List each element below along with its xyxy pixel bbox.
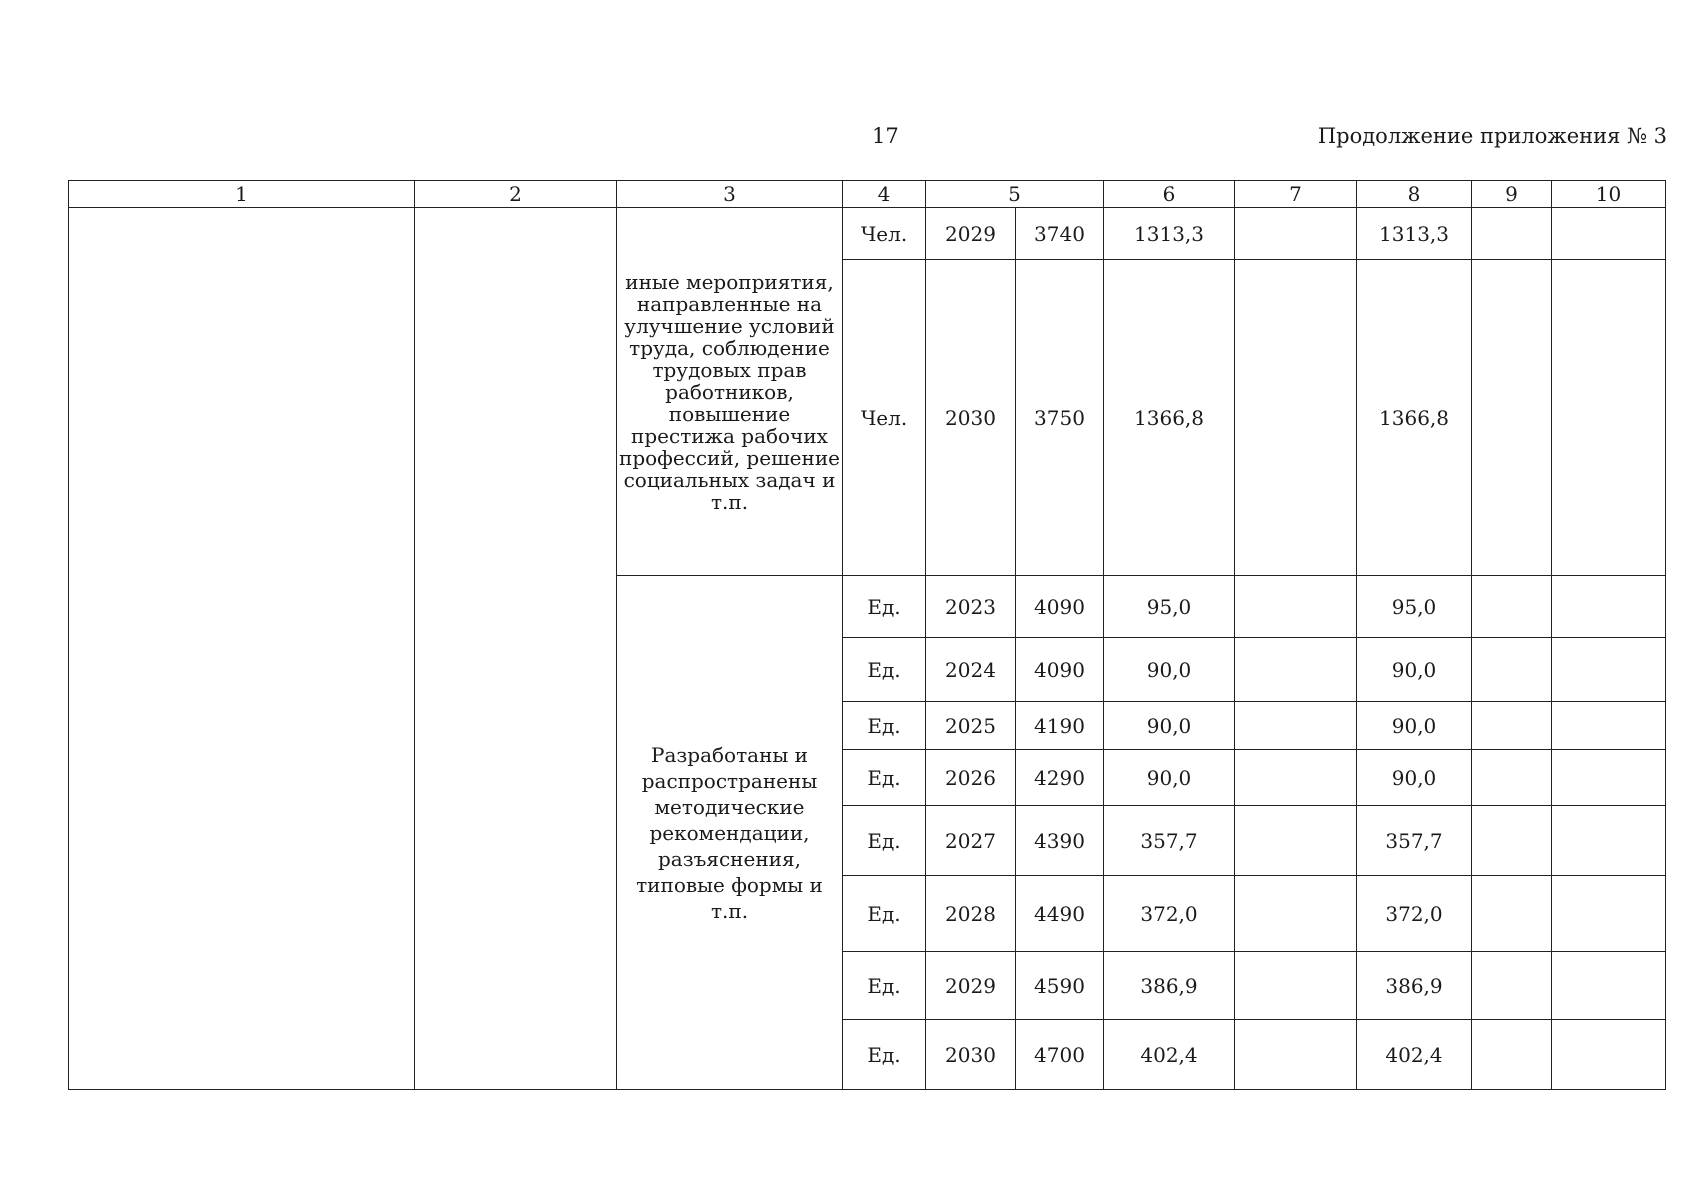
cell-quantity: 3750 — [1016, 260, 1104, 576]
cell-col8: 90,0 — [1357, 702, 1472, 750]
column-header-4: 4 — [843, 181, 926, 208]
cell-col10 — [1552, 638, 1666, 702]
cell-unit: Ед. — [843, 638, 926, 702]
cell-col7 — [1235, 750, 1357, 806]
cell-quantity: 4190 — [1016, 702, 1104, 750]
cell-col7 — [1235, 1020, 1357, 1090]
column-header-2: 2 — [415, 181, 617, 208]
cell-col6: 90,0 — [1104, 702, 1235, 750]
data-table — [68, 180, 1666, 1090]
column-header-8: 8 — [1357, 181, 1472, 208]
cell-year: 2030 — [926, 1020, 1016, 1090]
cell-col9 — [1472, 750, 1552, 806]
cell-col10 — [1552, 260, 1666, 576]
cell-col9 — [1472, 952, 1552, 1020]
cell-col10 — [1552, 750, 1666, 806]
cell-col10 — [1552, 876, 1666, 952]
cell-col8: 402,4 — [1357, 1020, 1472, 1090]
cell-col7 — [1235, 638, 1357, 702]
cell-unit: Ед. — [843, 806, 926, 876]
cell-unit: Ед. — [843, 576, 926, 638]
cell-col9 — [1472, 702, 1552, 750]
cell-col7 — [1235, 702, 1357, 750]
cell-col8: 90,0 — [1357, 750, 1472, 806]
cell-col9 — [1472, 806, 1552, 876]
cell-col7 — [1235, 806, 1357, 876]
cell-col6: 90,0 — [1104, 638, 1235, 702]
cell-col6: 1366,8 — [1104, 260, 1235, 576]
cell-col7 — [1235, 208, 1357, 260]
table-row — [69, 208, 1666, 260]
cell-quantity: 4090 — [1016, 576, 1104, 638]
cell-quantity: 4090 — [1016, 638, 1104, 702]
cell-unit: Ед. — [843, 952, 926, 1020]
cell-year: 2026 — [926, 750, 1016, 806]
cell-unit: Ед. — [843, 702, 926, 750]
cell-col6: 357,7 — [1104, 806, 1235, 876]
cell-col10 — [1552, 208, 1666, 260]
cell-year: 2029 — [926, 208, 1016, 260]
cell-unit: Чел. — [843, 208, 926, 260]
block2-description: Разработаны и распространены методические рекомендации, разъяснения, типовые формы и т.п. — [617, 576, 843, 1090]
cell-col7 — [1235, 876, 1357, 952]
cell-col1-empty — [69, 208, 415, 1090]
cell-col8: 372,0 — [1357, 876, 1472, 952]
cell-col6: 372,0 — [1104, 876, 1235, 952]
cell-col10 — [1552, 576, 1666, 638]
column-numbers-row — [69, 181, 1666, 208]
cell-year: 2023 — [926, 576, 1016, 638]
cell-col6: 95,0 — [1104, 576, 1235, 638]
cell-quantity: 4390 — [1016, 806, 1104, 876]
cell-col9 — [1472, 638, 1552, 702]
cell-quantity: 4590 — [1016, 952, 1104, 1020]
cell-col8: 90,0 — [1357, 638, 1472, 702]
block1-description: иные мероприятия, направленные на улучшение условий труда, соблюдение трудовых прав работников, повышение престижа рабочих профессий, решение социальных задач и т.п. — [617, 208, 843, 576]
cell-col8: 1366,8 — [1357, 260, 1472, 576]
cell-quantity: 4700 — [1016, 1020, 1104, 1090]
cell-col8: 357,7 — [1357, 806, 1472, 876]
cell-col6: 386,9 — [1104, 952, 1235, 1020]
cell-year: 2028 — [926, 876, 1016, 952]
cell-col9 — [1472, 876, 1552, 952]
column-header-6: 6 — [1104, 181, 1235, 208]
column-header-10: 10 — [1552, 181, 1666, 208]
cell-col9 — [1472, 208, 1552, 260]
cell-col9 — [1472, 1020, 1552, 1090]
cell-col9 — [1472, 260, 1552, 576]
column-header-5: 5 — [926, 181, 1104, 208]
column-header-1: 1 — [69, 181, 415, 208]
cell-col9 — [1472, 576, 1552, 638]
cell-year: 2029 — [926, 952, 1016, 1020]
cell-col10 — [1552, 702, 1666, 750]
cell-col6: 1313,3 — [1104, 208, 1235, 260]
column-header-9: 9 — [1472, 181, 1552, 208]
cell-col10 — [1552, 1020, 1666, 1090]
cell-year: 2030 — [926, 260, 1016, 576]
annex-title: Продолжение приложения № 3 — [1317, 124, 1667, 148]
cell-quantity: 4290 — [1016, 750, 1104, 806]
cell-col7 — [1235, 952, 1357, 1020]
column-header-3: 3 — [617, 181, 843, 208]
page-number: 17 — [872, 124, 899, 148]
cell-col10 — [1552, 952, 1666, 1020]
cell-col10 — [1552, 806, 1666, 876]
cell-col8: 95,0 — [1357, 576, 1472, 638]
cell-unit: Ед. — [843, 876, 926, 952]
cell-year: 2027 — [926, 806, 1016, 876]
cell-col2-empty — [415, 208, 617, 1090]
cell-col6: 90,0 — [1104, 750, 1235, 806]
cell-col7 — [1235, 576, 1357, 638]
cell-unit: Ед. — [843, 750, 926, 806]
cell-year: 2025 — [926, 702, 1016, 750]
cell-year: 2024 — [926, 638, 1016, 702]
cell-col6: 402,4 — [1104, 1020, 1235, 1090]
cell-unit: Чел. — [843, 260, 926, 576]
cell-col8: 386,9 — [1357, 952, 1472, 1020]
column-header-7: 7 — [1235, 181, 1357, 208]
cell-unit: Ед. — [843, 1020, 926, 1090]
cell-col7 — [1235, 260, 1357, 576]
cell-col8: 1313,3 — [1357, 208, 1472, 260]
cell-quantity: 3740 — [1016, 208, 1104, 260]
cell-quantity: 4490 — [1016, 876, 1104, 952]
